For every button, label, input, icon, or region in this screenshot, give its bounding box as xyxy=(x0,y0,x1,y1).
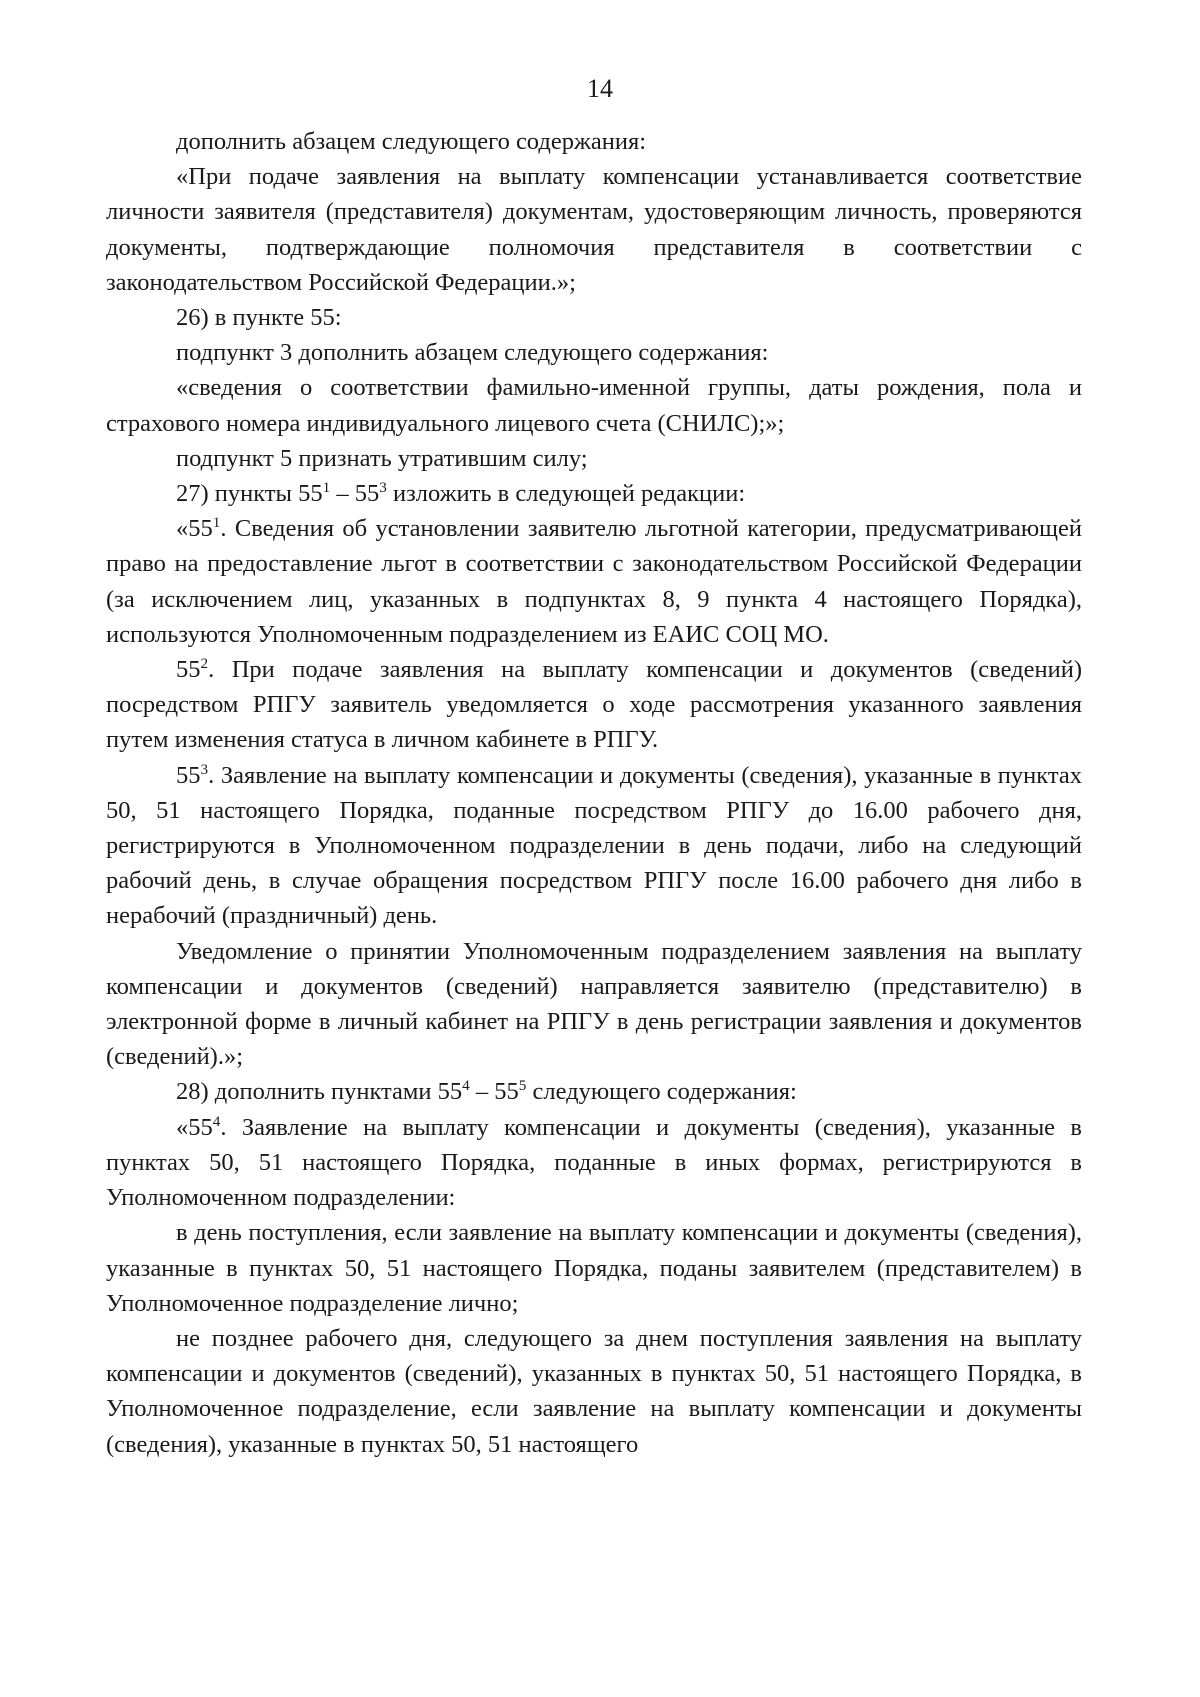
paragraph-13 xyxy=(106,1110,1082,1216)
paragraph-9-post: . При подаче заявления на выплату компенсации и документов (сведений) посредством РПГУ заявитель уведомляется о ходе рассмотрения указанного заявления путем изменения статуса в личном кабинете в РПГУ. xyxy=(106,656,1082,754)
paragraph-7 xyxy=(106,476,1082,511)
paragraph-9-pre: 55 xyxy=(176,656,201,684)
paragraph-13-pre: «55 xyxy=(176,1113,213,1141)
paragraph-11: Уведомление о принятии Уполномоченным подразделением заявления на выплату компенсации и документов (сведений) направляется заявителю (представителю) в электронной форме в личный кабинет на РПГУ в день регистрации заявления и документов (сведений).»; xyxy=(106,937,1082,1071)
paragraph-6: подпункт 5 признать утратившим силу; xyxy=(176,444,588,472)
paragraph-3: 26) в пункте 55: xyxy=(176,304,342,332)
paragraph-2: «При подаче заявления на выплату компенсации устанавливается соответствие личности заявителя (представителя) документам, удостоверяющим личность, проверяются документы, подтверждающие полномочия представителя в соответствии с законодательством Российской Федерации.»; xyxy=(106,163,1082,296)
paragraph-13-sup: 4 xyxy=(212,1112,221,1130)
paragraph-8-pre: «55 xyxy=(176,515,213,543)
paragraph-8-sup: 1 xyxy=(212,514,221,532)
paragraph-7-post: изложить в следующей редакции: xyxy=(386,480,746,508)
paragraph-9 xyxy=(106,652,1082,758)
paragraph-12-sup: 4 xyxy=(462,1077,470,1095)
paragraph-12-pre: 28) дополнить пунктами 55 xyxy=(176,1078,463,1106)
paragraph-5: «сведения о соответствии фамильно-именной группы, даты рождения, пола и страхового номера индивидуального лицевого счета (СНИЛС);»; xyxy=(106,374,1082,437)
paragraph-7-mid: – 55 xyxy=(330,480,380,508)
paragraph-9-sup: 2 xyxy=(200,654,209,672)
paragraph-13-post: . Заявление на выплату компенсации и документы (сведения), указанные в пунктах 50, 51 настоящего Порядка, поданные в иных формах, регистрируются в Уполномоченном подразделении: xyxy=(106,1113,1082,1212)
paragraph-15: не позднее рабочего дня, следующего за днем поступления заявления на выплату компенсации и документов (сведений), указанных в пунктах 50, 51 настоящего Порядка, в Уполномоченное подразделение, если заявление на выплату компенсации и документы (сведения), указанные в пунктах 50, 51 настоящего xyxy=(106,1324,1082,1458)
page-number: 14 xyxy=(587,74,613,103)
paragraph-1: дополнить абзацем следующего содержания: xyxy=(176,128,647,155)
paragraph-8-post: . Сведения об установлении заявителю льготной категории, предусматривающей право на предоставление льгот в соответствии с законодательством Российской Федерации (за исключением лиц, указанных в подпунктах 8, 9 пункта 4 настоящего Порядка), используются Уполномоченным подразделением из ЕАИС СОЦ МО. xyxy=(106,515,1082,648)
paragraph-10-sup: 3 xyxy=(200,760,209,778)
paragraph-10-post: . Заявление на выплату компенсации и документы (сведения), указанные в пунктах 50, 51 настоящего Порядка, поданные посредством РПГУ до 16.00 рабочего дня, регистрируются в Уполномоченном подразделении в день подачи, либо на следующий рабочий день, в случае обращения посредством РПГУ после 16.00 рабочего дня либо в нерабочий (праздничный) день. xyxy=(106,761,1082,930)
paragraph-14: в день поступления, если заявление на выплату компенсации и документы (сведения), указанные в пунктах 50, 51 настоящего Порядка, поданы заявителем (представителем) в Уполномоченное подразделение лично; xyxy=(106,1219,1082,1317)
paragraph-7-sup2: 3 xyxy=(379,478,387,496)
paragraph-12-mid: – 55 xyxy=(469,1078,519,1106)
paragraph-12-post: следующего содержания: xyxy=(526,1078,797,1106)
paragraph-7-pre: 27) пункты 55 xyxy=(176,480,323,508)
paragraph-4: подпункт 3 дополнить абзацем следующего содержания: xyxy=(176,339,769,367)
paragraph-12-sup2: 5 xyxy=(518,1077,527,1095)
paragraph-8 xyxy=(106,511,1082,652)
paragraph-10 xyxy=(106,758,1082,934)
paragraph-10-pre: 55 xyxy=(176,761,201,789)
paragraph-12 xyxy=(106,1074,1082,1109)
document-body xyxy=(106,124,1082,1462)
paragraph-7-sup: 1 xyxy=(322,478,331,496)
